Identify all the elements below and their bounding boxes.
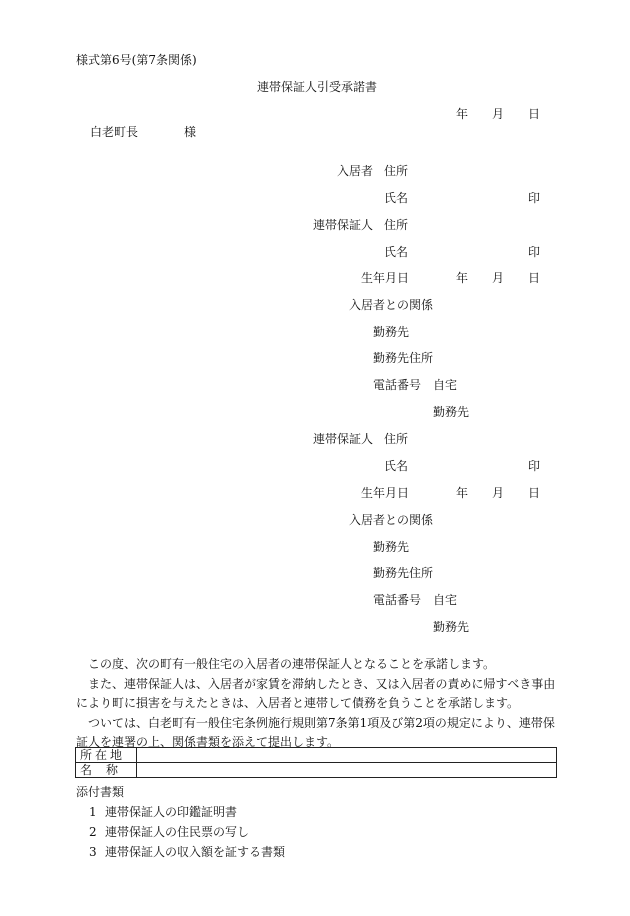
property-name-row bbox=[76, 763, 557, 778]
guarantor-1-phone-home-label: 自宅 bbox=[433, 378, 458, 392]
guarantor-1-workplace-label: 勤務先 bbox=[373, 325, 410, 339]
guarantor-2-workplace-address-label: 勤務先住所 bbox=[373, 566, 434, 580]
guarantor-1-workplace-address-label: 勤務先住所 bbox=[373, 351, 434, 365]
guarantor-1-relation-label: 入居者との関係 bbox=[349, 298, 434, 312]
guarantor-2-seal-mark: 印 bbox=[528, 459, 541, 473]
guarantor-2-workplace-label: 勤務先 bbox=[373, 540, 410, 554]
date-year-label: 年 bbox=[456, 107, 469, 121]
honorific: 様 bbox=[184, 125, 197, 139]
document-title: 連帯保証人引受承諾書 bbox=[257, 80, 378, 94]
attachment-number: 3 bbox=[89, 845, 97, 859]
date-month-label: 月 bbox=[492, 107, 505, 121]
body-paragraph-consent: この度、次の町有一般住宅の入居者の連帯保証人となることを承諾します。 bbox=[88, 657, 496, 671]
attachment-number: 1 bbox=[89, 805, 97, 819]
attachment-number: 2 bbox=[89, 825, 97, 839]
guarantor-2-role-label: 連帯保証人 bbox=[313, 432, 374, 446]
guarantor-2-phone-label: 電話番号 bbox=[373, 593, 422, 607]
attachment-item bbox=[76, 842, 285, 862]
guarantor-1-address-label: 住所 bbox=[384, 218, 409, 232]
date-day-label: 日 bbox=[528, 107, 541, 121]
property-table bbox=[75, 747, 557, 778]
tenant-address-label: 住所 bbox=[384, 164, 409, 178]
guarantor-1-role-label: 連帯保証人 bbox=[313, 218, 374, 232]
guarantor-1-seal-mark: 印 bbox=[528, 245, 541, 259]
tenant-role-label: 入居者 bbox=[337, 164, 374, 178]
guarantor-1-birth-year: 年 bbox=[456, 271, 469, 285]
guarantor-2-phone-work-label: 勤務先 bbox=[433, 620, 470, 634]
guarantor-2-birthdate-label: 生年月日 bbox=[361, 486, 410, 500]
attachment-text: 連帯保証人の住民票の写し bbox=[105, 825, 250, 839]
form-number: 様式第6号(第7条関係) bbox=[76, 53, 197, 67]
tenant-name-label: 氏名 bbox=[384, 191, 409, 205]
guarantor-1-name-label: 氏名 bbox=[384, 245, 409, 259]
guarantor-2-relation-label: 入居者との関係 bbox=[349, 513, 434, 527]
property-location-label: 所在地 bbox=[76, 748, 137, 763]
guarantor-2-address-label: 住所 bbox=[384, 432, 409, 446]
body-text bbox=[76, 655, 556, 753]
tenant-seal-mark: 印 bbox=[528, 191, 541, 205]
property-name-label: 名称 bbox=[76, 763, 137, 778]
attachments-heading: 添付書類 bbox=[76, 785, 125, 799]
guarantor-2-birth-month: 月 bbox=[492, 486, 505, 500]
body-paragraph-submission: ついては、白老町有一般住宅条例施行規則第7条第1項及び第2項の規定により、連帯保証人を連署の上、関係書類を添えて提出します。 bbox=[76, 715, 555, 749]
guarantor-1-phone-work-label: 勤務先 bbox=[433, 405, 470, 419]
guarantor-1-phone-label: 電話番号 bbox=[373, 378, 422, 392]
guarantor-2-name-label: 氏名 bbox=[384, 459, 409, 473]
guarantor-1-birth-day: 日 bbox=[528, 271, 541, 285]
guarantor-2-birth-year: 年 bbox=[456, 486, 469, 500]
attachments-section bbox=[76, 782, 285, 862]
guarantor-1-birthdate-label: 生年月日 bbox=[361, 271, 410, 285]
body-paragraph-liability: また、連帯保証人は、入居者が家賃を滞納したとき、又は入居者の責めに帰すべき事由により町に損害を与えたときは、入居者と連帯して債務を負うことを承諾します。 bbox=[76, 676, 556, 710]
attachment-text: 連帯保証人の収入額を証する書類 bbox=[105, 845, 286, 859]
guarantor-2-phone-home-label: 自宅 bbox=[433, 593, 458, 607]
attachment-item bbox=[76, 822, 285, 842]
property-location-row bbox=[76, 748, 557, 763]
property-name-field[interactable] bbox=[137, 763, 557, 778]
guarantor-1-birth-month: 月 bbox=[492, 271, 505, 285]
property-location-field[interactable] bbox=[137, 748, 557, 763]
attachment-item bbox=[76, 802, 285, 822]
guarantor-2-birth-day: 日 bbox=[528, 486, 541, 500]
attachment-text: 連帯保証人の印鑑証明書 bbox=[105, 805, 238, 819]
addressee: 白老町長 bbox=[90, 125, 139, 139]
